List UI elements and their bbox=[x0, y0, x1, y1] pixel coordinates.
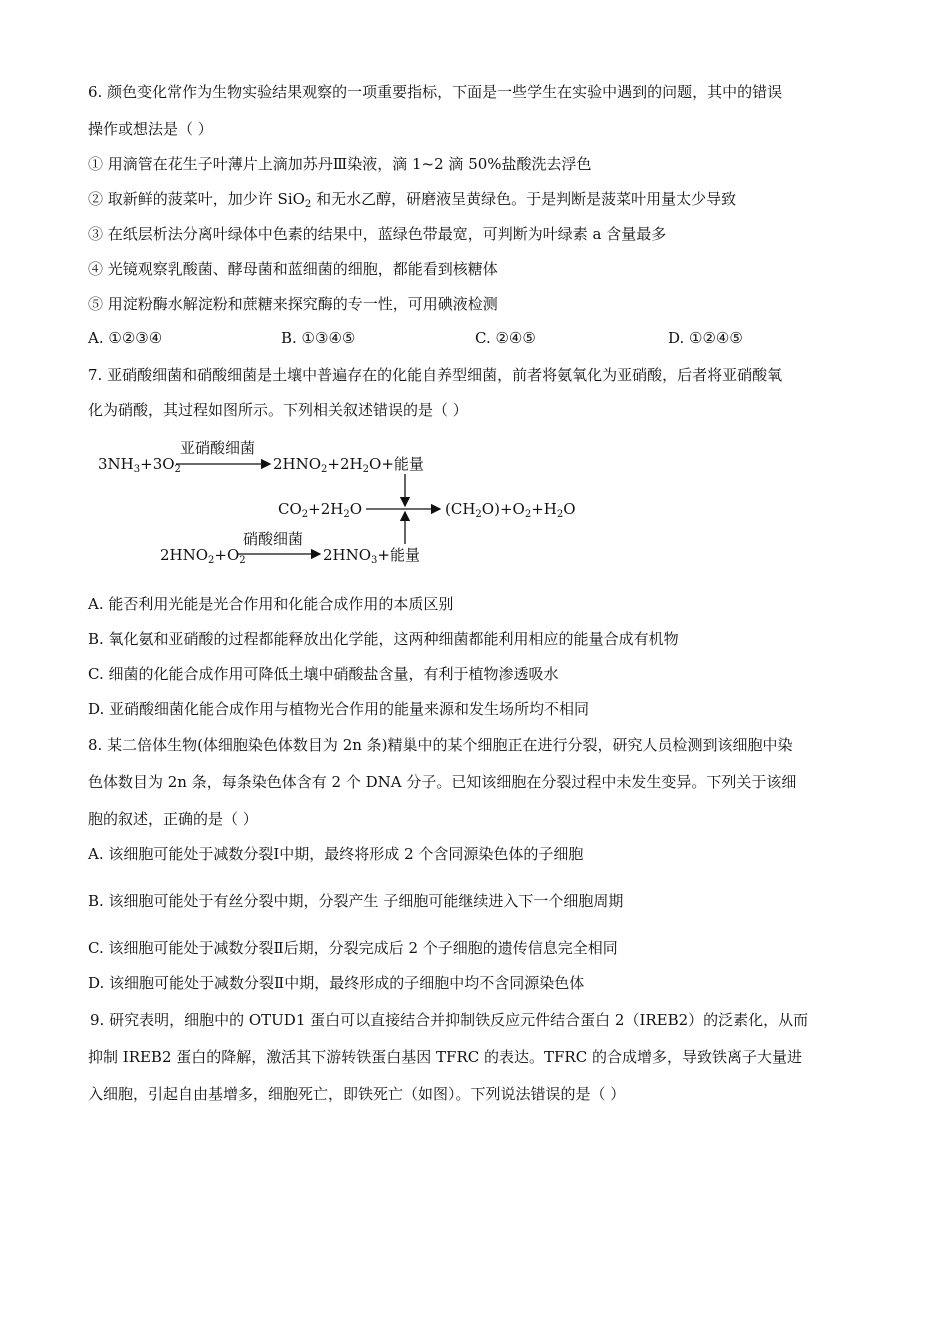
q6-option-c[interactable]: C. ②④⑤ bbox=[475, 329, 536, 347]
q6-item-4: ④ 光镜观察乳酸菌、酵母菌和蓝细菌的细胞，都能看到核糖体 bbox=[88, 260, 498, 278]
q8-stem-line3: 胞的叙述，正确的是（ ） bbox=[88, 810, 258, 828]
synthesis-reactants: $CO_2+2H_2O$ bbox=[278, 500, 363, 520]
q7-option-b[interactable]: B. 氧化氨和亚硝酸的过程都能释放出化学能，这两种细菌都能利用相应的能量合成有机物 bbox=[88, 630, 679, 648]
q8-stem-line1: 8. 某二倍体生物(体细胞染色体数目为 2n 条)精巢中的某个细胞正在进行分裂，研究人员检测到该细胞中染 bbox=[88, 736, 793, 754]
reaction1-products: $2HNO_2+2H_2O+$能量 bbox=[273, 455, 424, 475]
q9-stem-line3: 入细胞，引起自由基增多，细胞死亡，即铁死亡（如图）。下列说法错误的是（ ） bbox=[88, 1085, 626, 1103]
q6-option-b[interactable]: B. ①③④⑤ bbox=[281, 329, 356, 347]
q9-stem-line1: 9. 研究表明，细胞中的 OTUD1 蛋白可以直接结合并抑制铁反应元件结合蛋白 2（IREB2）的泛素化，从而 bbox=[90, 1011, 809, 1029]
q8-stem-line2: 色体数目为 2n 条，每条染色体含有 2 个 DNA 分子。已知该细胞在分裂过程中未发生变异。下列关于该细 bbox=[88, 773, 797, 791]
q7-option-c[interactable]: C. 细菌的化能合成作用可降低土壤中硝酸盐含量，有利于植物渗透吸水 bbox=[88, 665, 559, 683]
reaction2-reactants: $2HNO_2+O_2$ bbox=[160, 546, 246, 566]
reaction1-reactants: $3NH_3+3O_2$ bbox=[98, 455, 181, 475]
q6-item-5: ⑤ 用淀粉酶水解淀粉和蔗糖来探究酶的专一性，可用碘液检测 bbox=[88, 295, 498, 313]
q6-item-1: ① 用滴管在花生子叶薄片上滴加苏丹Ⅲ染液，滴 1~2 滴 50%盐酸洗去浮色 bbox=[88, 155, 592, 173]
q6-option-d[interactable]: D. ①②④⑤ bbox=[668, 329, 743, 347]
label-nitrite-bacteria: 亚硝酸细菌 bbox=[180, 439, 256, 457]
synthesis-products: $(CH_2O)+O_2+H_2O$ bbox=[445, 500, 576, 520]
q8-option-d[interactable]: D. 该细胞可能处于减数分裂Ⅱ中期，最终形成的子细胞中均不含同源染色体 bbox=[88, 974, 585, 992]
q6-option-a[interactable]: A. ①②③④ bbox=[88, 329, 163, 347]
q8-option-c[interactable]: C. 该细胞可能处于减数分裂Ⅱ后期，分裂完成后 2 个子细胞的遗传信息完全相同 bbox=[88, 939, 618, 957]
reaction2-products: $2HNO_3+$能量 bbox=[323, 546, 420, 566]
q6-stem-line2: 操作或想法是（ ） bbox=[88, 120, 213, 138]
q6-item-3: ③ 在纸层析法分离叶绿体中色素的结果中，蓝绿色带最宽，可判断为叶绿素 a 含量最多 bbox=[88, 225, 667, 243]
q7-option-d[interactable]: D. 亚硝酸细菌化能合成作用与植物光合作用的能量来源和发生场所均不相同 bbox=[88, 700, 590, 718]
q6-stem-line1: 6. 颜色变化常作为生物实验结果观察的一项重要指标，下面是一些学生在实验中遇到的问题，其中的错误 bbox=[88, 83, 783, 101]
q8-option-a[interactable]: A. 该细胞可能处于减数分裂Ⅰ中期，最终将形成 2 个含同源染色体的子细胞 bbox=[88, 845, 584, 863]
q7-stem-line1: 7. 亚硝酸细菌和硝酸细菌是土壤中普遍存在的化能自养型细菌，前者将氨氧化为亚硝酸，后者将亚硝酸氧 bbox=[88, 366, 783, 384]
q6-item-2: ② 取新鲜的菠菜叶，加少许 SiO$_2$ 和无水乙醇，研磨液呈黄绿色。于是判断是菠菜叶用量太少导致 bbox=[88, 190, 737, 210]
q7-stem-line2: 化为硝酸，其过程如图所示。下列相关叙述错误的是（ ） bbox=[88, 401, 468, 419]
q9-stem-line2: 抑制 IREB2 蛋白的降解，激活其下游转铁蛋白基因 TFRC 的表达。TFRC 的合成增多，导致铁离子大量进 bbox=[88, 1048, 802, 1066]
label-nitrate-bacteria: 硝酸细菌 bbox=[243, 530, 304, 548]
q7-option-a[interactable]: A. 能否利用光能是光合作用和化能合成作用的本质区别 bbox=[88, 595, 454, 613]
q8-option-b[interactable]: B. 该细胞可能处于有丝分裂中期，分裂产生 子细胞可能继续进入下一个细胞周期 bbox=[88, 892, 624, 910]
chemosynthesis-diagram bbox=[88, 436, 608, 576]
